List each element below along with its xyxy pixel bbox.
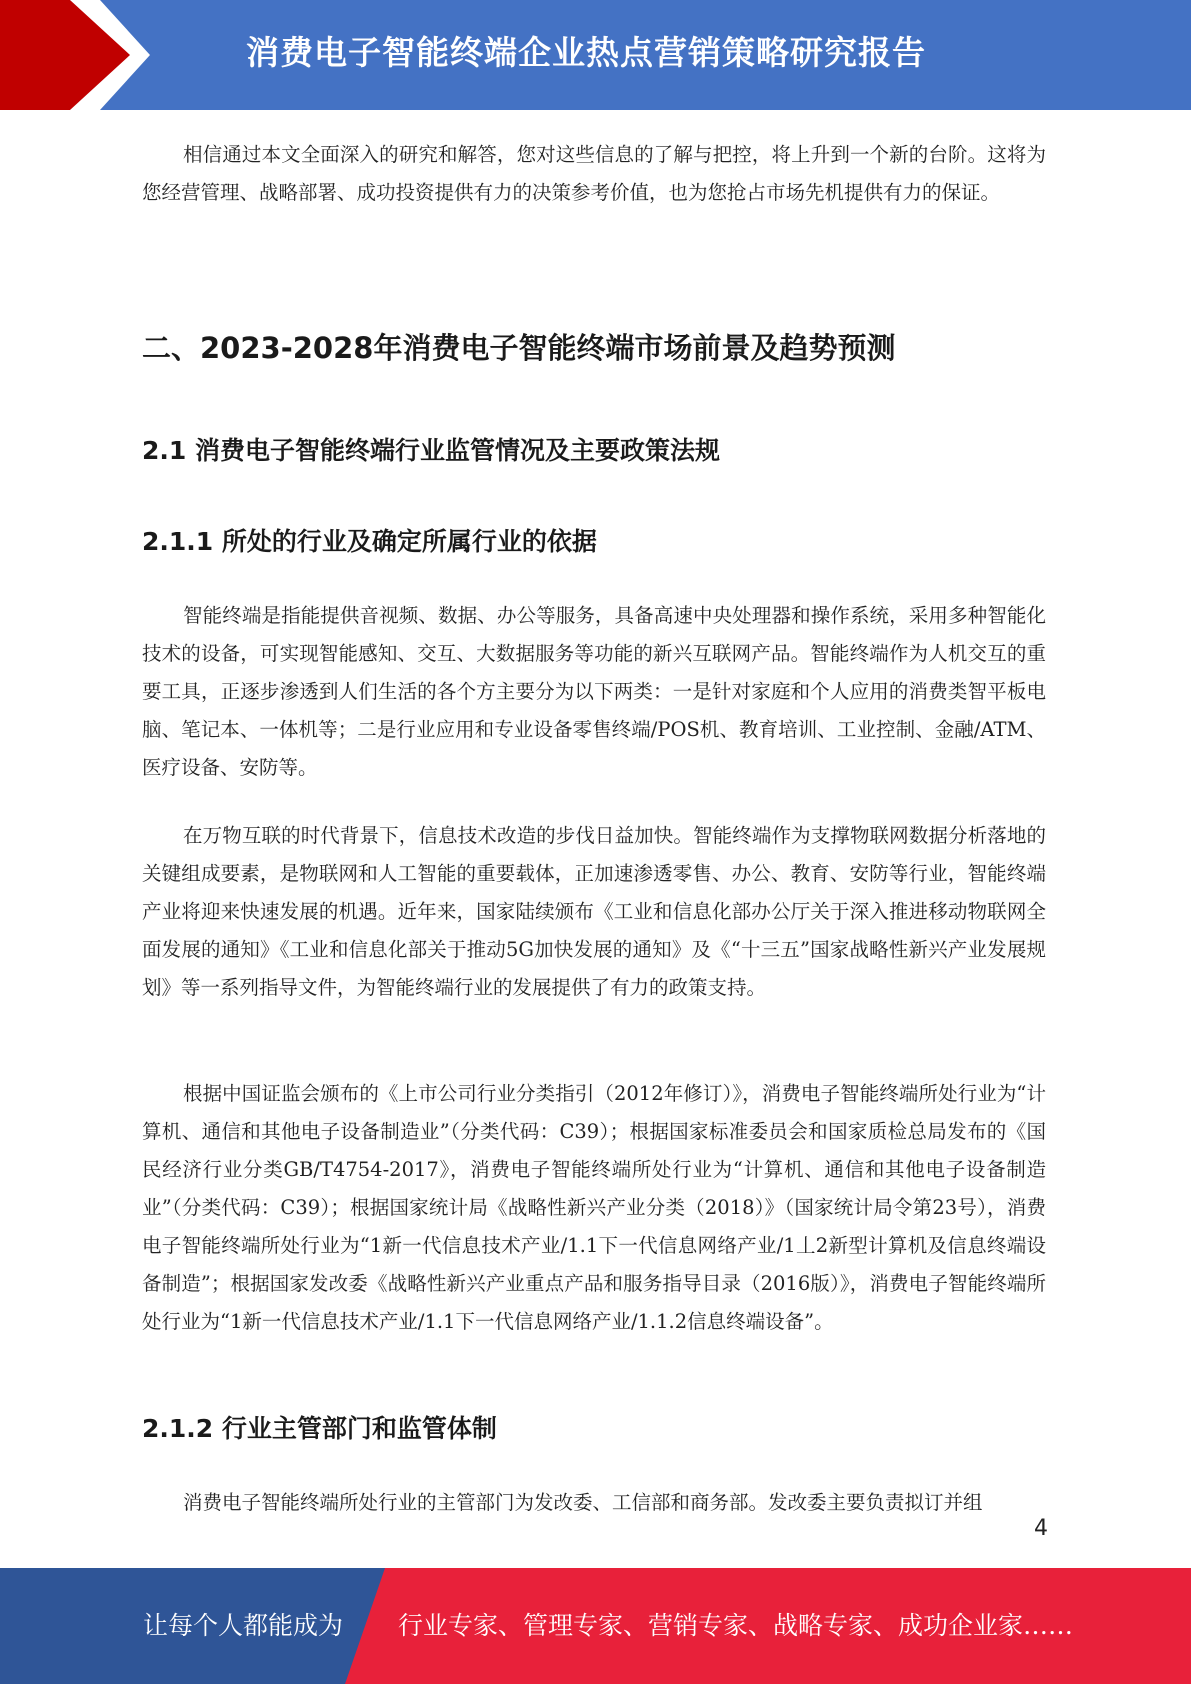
footer-slogan-right: 行业专家、管理专家、营销专家、战略专家、成功企业家……: [398, 1611, 1074, 1640]
paragraph-regulators: 消费电子智能终端所处行业的主管部门为发改委、工信部和商务部。发改委主要负责拟订并组: [183, 1491, 983, 1514]
page-number: 4: [1034, 1516, 1048, 1541]
subsection-2-1-2-heading: 2.1.2 行业主管部门和监管体制: [142, 1414, 497, 1443]
page-header: [0, 0, 1191, 110]
paragraph-block-1: [142, 597, 1046, 787]
paragraph-iot-background: 在万物互联的时代背景下，信息技术改造的步伐日益加快。智能终端作为支撑物联网数据分析落地的关键组成要素，是物联网和人工智能的重要载体，正加速渗透零售、办公、教育、安防等行业，智能终端产业将迎来快速发展的机遇。近年来，国家陆续颁布《工业和信息化部办公厅关于深入推进移动物联网全面发展的通知》《工业和信息化部关于推动5G加快发展的通知》及《“十三五”国家战略性新兴产业发展规划》等一系列指导文件，为智能终端行业的发展提供了有力的政策支持。: [142, 824, 1046, 999]
intro-paragraph: 相信通过本文全面深入的研究和解答，您对这些信息的了解与把控，将上升到一个新的台阶。这将为您经营管理、战略部署、成功投资提供有力的决策参考价值，也为您抢占市场先机提供有力的保证。: [142, 143, 1046, 204]
report-title: 消费电子智能终端企业热点营销策略研究报告: [246, 33, 926, 72]
subsection-2-1-heading: 2.1 消费电子智能终端行业监管情况及主要政策法规: [142, 436, 720, 465]
paragraph-block-2: [142, 817, 1046, 1007]
page-footer: [0, 1568, 1191, 1684]
subsection-2-1-1-heading: 2.1.1 所处的行业及确定所属行业的依据: [142, 527, 597, 556]
footer-slogan-left: 让每个人都能成为: [143, 1611, 344, 1640]
intro-block: [142, 136, 1046, 212]
section-heading: 二、2023-2028年消费电子智能终端市场前景及趋势预测: [142, 331, 896, 365]
paragraph-smart-terminal-definition: 智能终端是指能提供音视频、数据、办公等服务，具备高速中央处理器和操作系统，采用多种智能化技术的设备，可实现智能感知、交互、大数据服务等功能的新兴互联网产品。智能终端作为人机交互的重要工具，正逐步渗透到人们生活的各个方主要分为以下两类：一是针对家庭和个人应用的消费类智平板电脑、笔记本、一体机等；二是行业应用和专业设备零售终端/POS机、教育培训、工业控制、金融/ATM、医疗设备、安防等。: [142, 604, 1046, 779]
paragraph-block-4: [142, 1484, 1046, 1522]
header-red-chevron: [0, 0, 150, 110]
paragraph-block-3: [142, 1075, 1046, 1341]
paragraph-industry-classification: 根据中国证监会颁布的《上市公司行业分类指引（2012年修订）》，消费电子智能终端所处行业为“计算机、通信和其他电子设备制造业”（分类代码：C39）；根据国家标准委员会和国家质检总局发布的《国民经济行业分类GB/T4754-2017》，消费电子智能终端所处行业为“计算机、通信和其他电子设备制造业”（分类代码：C39）；根据国家统计局《战略性新兴产业分类（2018）》（国家统计局令第23号），消费电子智能终端所处行业为“1新一代信息技术产业/1.1下一代信息网络产业/1丄2新型计算机及信息终端设备制造”；根据国家发改委《战略性新兴产业重点产品和服务指导目录（2016版）》，消费电子智能终端所处行业为“1新一代信息技术产业/1.1下一代信息网络产业/1.1.2信息终端设备”。: [142, 1082, 1046, 1333]
